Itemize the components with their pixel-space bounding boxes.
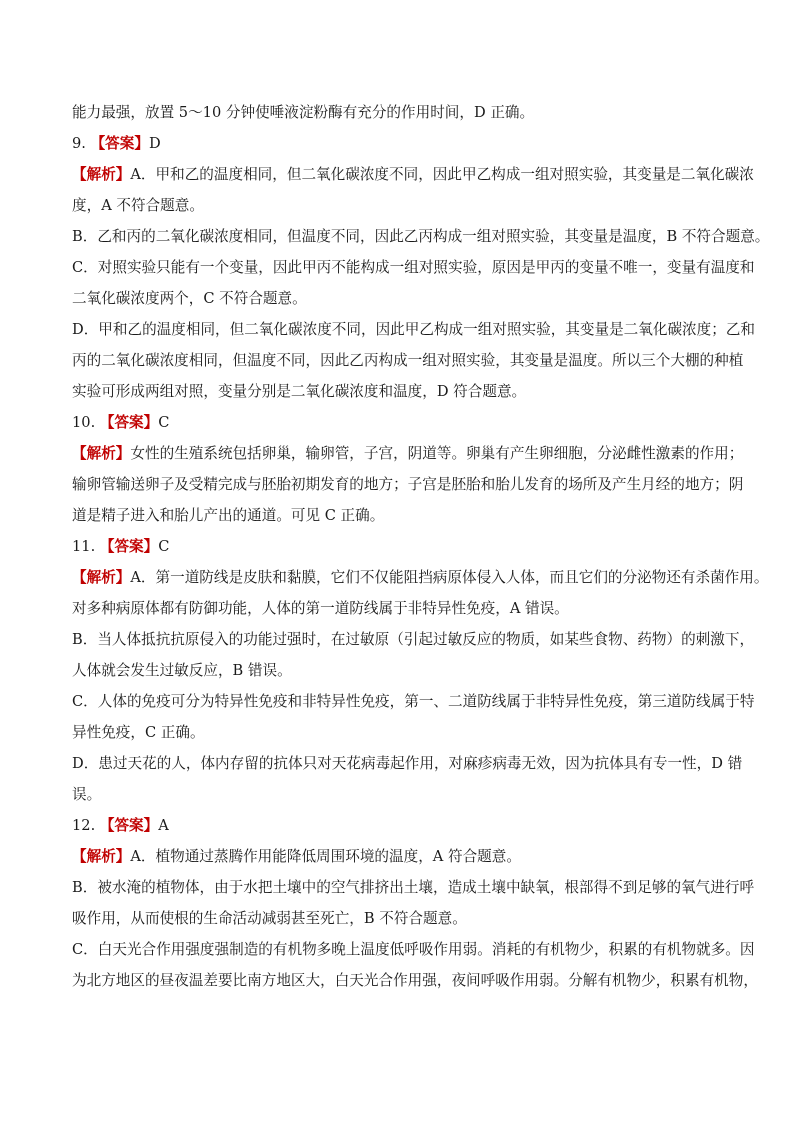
line-text: C．对照实验只能有一个变量，因此甲丙不能构成一组对照实验，原因是甲丙的变量不唯一，变量有温度和 <box>72 259 755 276</box>
line-text: D <box>148 135 161 152</box>
question-number: 11. <box>72 538 100 555</box>
line-text: D．甲和乙的温度相同，但二氧化碳浓度不同，因此甲乙构成一组对照实验，其变量是二氧化碳浓度；乙和 <box>72 321 756 338</box>
text-line <box>72 965 758 996</box>
text-line <box>72 934 755 965</box>
section-tag: 【解析】 <box>72 166 131 183</box>
text-line <box>72 841 727 872</box>
line-text: 二氧化碳浓度两个，C 不符合题意。 <box>72 290 307 307</box>
line-text: D．患过天花的人，体内存留的抗体只对天花病毒起作用，对麻疹病毒无效，因为抗体具有专一性，D 错 <box>72 755 743 772</box>
section-tag: 【解析】 <box>72 445 131 462</box>
line-text: A．甲和乙的温度相同，但二氧化碳浓度不同，因此甲乙构成一组对照实验，其变量是二氧化碳浓 <box>130 166 754 183</box>
line-text: 异性免疫，C 正确。 <box>72 724 205 741</box>
text-line <box>72 190 727 221</box>
text-line <box>72 779 727 810</box>
text-line <box>72 97 727 128</box>
line-text: C．白天光合作用强度强制造的有机物多晚上温度低呼吸作用弱。消耗的有机物少，积累的有机物就多。因 <box>72 941 755 958</box>
text-line <box>72 500 727 531</box>
text-line <box>72 345 744 376</box>
text-line <box>72 469 744 500</box>
line-text: 人体就会发生过敏反应，B 错误。 <box>72 662 292 679</box>
text-line <box>72 438 744 469</box>
line-text: 输卵管输送卵子及受精完成与胚胎初期发育的地方；子宫是胚胎和胎儿发育的场所及产生月经的地方；阴 <box>72 476 744 493</box>
line-text: 误。 <box>72 786 102 803</box>
line-text: C <box>158 414 170 431</box>
text-line <box>72 376 727 407</box>
text-line <box>72 593 727 624</box>
section-tag: 【解析】 <box>72 569 131 586</box>
question-number: 12. <box>72 817 100 834</box>
question-answer-line <box>72 407 727 438</box>
text-line <box>72 717 727 748</box>
section-tag: 【解析】 <box>72 848 131 865</box>
text-line <box>72 252 755 283</box>
question-answer-line <box>72 128 727 159</box>
section-tag: 【答案】 <box>99 538 159 555</box>
line-text: B．乙和丙的二氧化碳浓度相同，但温度不同，因此乙丙构成一组对照实验，其变量是温度，B 不符合题意。 <box>72 228 770 245</box>
line-text: 道是精子进入和胎儿产出的通道。可见 C 正确。 <box>72 507 385 524</box>
line-text: 吸作用，从而使根的生命活动减弱甚至死亡，B 不符合题意。 <box>72 910 467 927</box>
answer-explanation-text <box>72 97 770 996</box>
line-text: 对多种病原体都有防御功能，人体的第一道防线属于非特异性免疫，A 错误。 <box>72 600 569 617</box>
line-text: 为北方地区的昼夜温差要比南方地区大，白天光合作用强，夜间呼吸作用弱。分解有机物少，积累有机物， <box>72 972 758 989</box>
section-tag: 【答案】 <box>99 414 159 431</box>
line-text: 度，A 不符合题意。 <box>72 197 204 214</box>
text-line <box>72 655 727 686</box>
text-line <box>72 221 770 252</box>
question-answer-line <box>72 531 727 562</box>
text-line <box>72 624 755 655</box>
question-answer-line <box>72 810 727 841</box>
text-line <box>72 314 756 345</box>
line-text: B．被水淹的植物体，由于水把土壤中的空气排挤出土壤，造成土壤中缺氧，根部得不到足够的氧气进行呼 <box>72 879 755 896</box>
line-text: A．植物通过蒸腾作用能降低周围环境的温度，A 符合题意。 <box>130 848 521 865</box>
line-text: B．当人体抵抗抗原侵入的功能过强时，在过敏原（引起过敏反应的物质，如某些食物、药物）的刺激下， <box>72 631 755 648</box>
line-text: C <box>158 538 170 555</box>
question-number: 9. <box>72 135 91 152</box>
section-tag: 【答案】 <box>90 135 149 152</box>
text-line <box>72 872 755 903</box>
line-text: 实验可形成两组对照，变量分别是二氧化碳浓度和温度，D 符合题意。 <box>72 383 527 400</box>
line-text: 能力最强，放置 5～10 分钟使唾液淀粉酶有充分的作用时间，D 正确。 <box>72 104 535 121</box>
line-text: 丙的二氧化碳浓度相同，但温度不同，因此乙丙构成一组对照实验，其变量是温度。所以三个大棚的种植 <box>72 352 744 369</box>
text-line <box>72 903 727 934</box>
text-line <box>72 748 743 779</box>
text-line <box>72 686 755 717</box>
line-text: A．第一道防线是皮肤和黏膜，它们不仅能阻挡病原体侵入人体，而且它们的分泌物还有杀菌作用。 <box>130 569 769 586</box>
line-text: C．人体的免疫可分为特异性免疫和非特异性免疫，第一、二道防线属于非特异性免疫，第三道防线属于特 <box>72 693 755 710</box>
text-line <box>72 562 769 593</box>
section-tag: 【答案】 <box>99 817 159 834</box>
question-number: 10. <box>72 414 100 431</box>
line-text: A <box>158 817 169 834</box>
text-line <box>72 283 727 314</box>
line-text: 女性的生殖系统包括卵巢，输卵管，子宫，阴道等。卵巢有产生卵细胞，分泌雌性激素的作用； <box>130 445 744 462</box>
text-line <box>72 159 754 190</box>
